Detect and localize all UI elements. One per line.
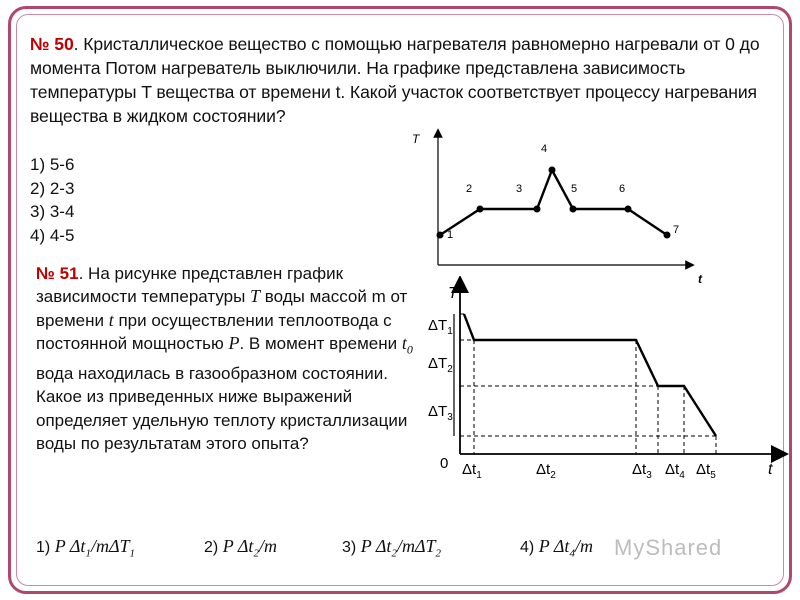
point-label: 7 <box>673 224 680 236</box>
formula-sub: 2 <box>253 547 259 560</box>
delta-T-labels <box>428 317 453 423</box>
problem-51-text-part: воды массой m от времени <box>36 287 408 330</box>
delta-t-labels <box>462 461 716 481</box>
x-axis-label: t <box>768 461 773 478</box>
var-t0-sub: 0 <box>406 342 413 357</box>
graph-line <box>464 314 716 436</box>
point-4 <box>549 167 556 174</box>
guide-lines <box>460 314 716 454</box>
svg-text:ΔT1: $\Delta T_1$ <box>428 317 453 337</box>
y-axis-label: T <box>412 132 420 146</box>
var-t0: t <box>401 333 407 354</box>
problem-50-answers <box>30 153 74 247</box>
answer-option-51-3 <box>342 536 441 560</box>
problem-50-text <box>30 32 780 128</box>
formula-part: P Δt <box>222 536 254 556</box>
formula-part: /mΔT <box>90 536 130 556</box>
formula-part: /m <box>574 536 593 556</box>
formula-sub: 2 <box>435 547 442 560</box>
watermark: MyShared <box>614 535 723 560</box>
formula-part: P Δt <box>54 536 86 556</box>
svg-text:Δt1: $\Delta t_1$ <box>462 461 482 481</box>
var-t: t <box>108 309 114 330</box>
point-2 <box>477 206 484 213</box>
problem-50-statement: . Кристаллическое вещество с помощью нагревателя равномерно нагревали от 0 до момента Потом нагреватель выключили. На графике представлена зависимость температуры T вещества от времени t. Какой участок соответствует процессу нагревания вещества в жидком состоянии? <box>30 34 760 126</box>
problem-50-number: № 50 <box>30 34 74 54</box>
problem-51-text-part: вода находилась в газообразном состоянии. Какое из приведенных ниже выражений определяет удельную теплоту кристаллизации воды по результатам этого опыта? <box>36 364 408 454</box>
problem-51-text-part: при осуществлении теплоотвода с постоянной мощностью <box>36 310 392 354</box>
svg-text:ΔT2: $\Delta T_2$ <box>428 355 453 375</box>
formula-sub: 1 <box>85 547 91 560</box>
formula-sub: 4 <box>569 547 575 560</box>
x-axis-label: t <box>698 272 702 286</box>
formula-part: P Δt <box>360 536 392 556</box>
point-3 <box>534 206 541 213</box>
origin-label: 0 <box>440 455 449 472</box>
problem-51-text-part: . На рисунке представлен график зависимости температуры <box>36 264 344 307</box>
point-label: 6 <box>619 183 626 195</box>
point-label: 2 <box>466 183 473 195</box>
problem-51-text-part: . В момент времени <box>239 334 402 354</box>
answer-number: 3) <box>342 539 357 556</box>
point-label: 1 <box>447 229 454 241</box>
graph-51 <box>418 276 790 488</box>
svg-text:Δt3: $\Delta t_3$ <box>632 461 652 481</box>
answer-number: 1) <box>36 539 51 556</box>
answer-option-51-4 <box>520 536 593 560</box>
point-5 <box>570 206 577 213</box>
svg-text:Δt4: $\Delta t_4$ <box>665 461 685 481</box>
problem-51-text <box>36 262 421 456</box>
answer-option-51-2 <box>204 536 277 560</box>
graph-line <box>440 170 667 235</box>
problem-51-number: № 51 <box>36 264 79 283</box>
point-6 <box>625 206 632 213</box>
answer-option: 1) 5-6 <box>30 155 75 174</box>
point-label: 4 <box>541 143 548 155</box>
point-label: 5 <box>571 183 578 195</box>
svg-text:Δt5: $\Delta t_5$ <box>696 461 716 481</box>
formula-part: /mΔT <box>396 536 436 556</box>
formula-sub: 2 <box>391 547 397 560</box>
var-T: T <box>250 286 261 307</box>
var-P: P <box>228 333 240 354</box>
answer-number: 2) <box>204 539 219 556</box>
svg-text:ΔT3: $\Delta T_3$ <box>428 403 453 423</box>
graph-50 <box>400 125 710 290</box>
answer-option: 3) 3-4 <box>30 202 75 221</box>
point-label: 3 <box>516 183 523 195</box>
formula-part: P Δt <box>538 536 570 556</box>
point-7 <box>664 232 671 239</box>
y-axis-label: T <box>448 285 458 302</box>
answer-option: 4) 4-5 <box>30 225 75 245</box>
answer-option: 2) 2-3 <box>30 178 75 198</box>
svg-text:Δt2: $\Delta t_2$ <box>536 461 556 481</box>
formula-sub: 1 <box>129 547 136 560</box>
answer-option-51-1 <box>36 536 135 560</box>
point-1 <box>437 232 444 239</box>
formula-part: /m <box>258 536 277 556</box>
answer-number: 4) <box>520 539 535 556</box>
